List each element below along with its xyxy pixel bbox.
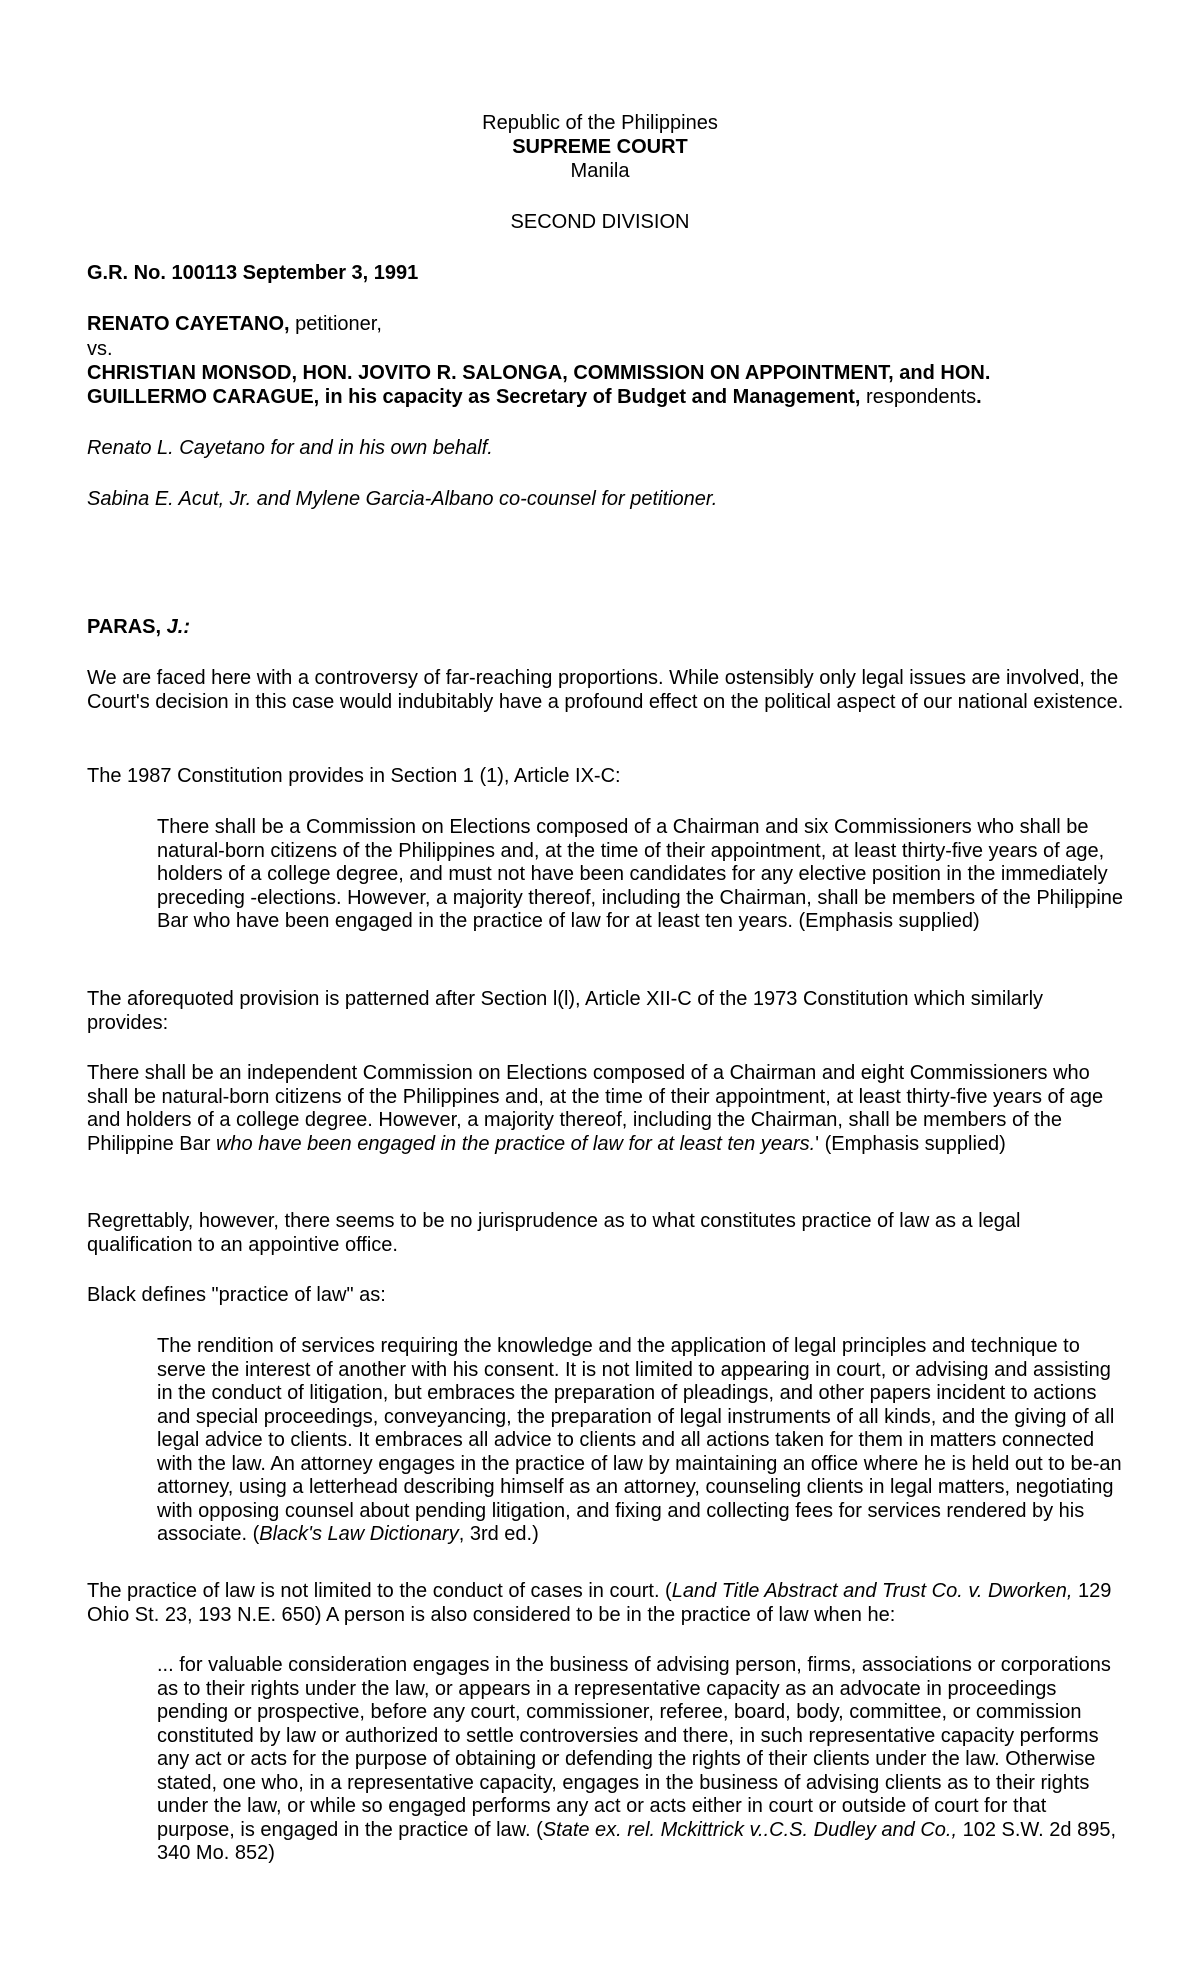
gr-number: G.R. No. 100113 September 3, 1991 [87, 262, 419, 284]
counsel-2: Sabina E. Acut, Jr. and Mylene Garcia-Albano co-counsel for petitioner. [87, 488, 718, 510]
respondents-line [87, 362, 1097, 409]
respondents-period: . [976, 385, 982, 408]
counsel-line-2 [87, 488, 1127, 512]
quote-1987-constitution: There shall be a Commission on Elections composed of a Chairman and six Commissioners who shall be natural-born citizens of the Philippines and, at the time of their appointment, at least thirty-five years of age, holders of a college degree, and must not have been candidates for any elective position in the immediately preceding -elections. However, a majority thereof, including the Chairman, shall be members of the Philippine Bar who have been engaged in the practice of law for at least ten years. (Emphasis supplied) [157, 816, 1124, 932]
petitioner-line [87, 313, 1127, 337]
paragraph-7: The practice of law is not limited to the conduct of cases in court. (Land Title Abstract and Trust Co. v. Dworken, 129 Ohio St. 23, 193 N.E. 650) A person is also considered to be in the practice of law when he: [87, 1580, 1112, 1626]
quote-blacks-definition: The rendition of services requiring the knowledge and the application of legal principles and technique to serve the interest of another with his consent. It is not limited to appearing in court, or advising and assisting in the conduct of litigation, but embraces the preparation of pleadings, and other papers incident to actions and special proceedings, conveyancing, the preparation of legal instruments of all kinds, and the giving of all legal advice to clients. It embraces all advice to clients and all actions taken for them in matters connected with the law. An attorney engages in the practice of law by maintaining an office where he is held out to be-an attorney, using a letterhead describing himself as an attorney, counseling clients in legal matters, negotiating with opposing counsel about pending litigation, and fixing and collecting fees for services rendered by his associate. (Black's Law Dictionary, 3rd ed.) [157, 1335, 1122, 1545]
quote-1973-constitution: There shall be an independent Commission on Elections composed of a Chairman and eight Commissioners who shall be natural-born citizens of the Philippines and, at the time of their appointment, at least thirty-five years of age and holders of a college degree. However, a majority thereof, including the Chairman, shall be members of the Philippine Bar who have been engaged in the practice of law for at least ten years.' (Emphasis supplied) [87, 1062, 1104, 1155]
petitioner-name: RENATO CAYETANO, [87, 313, 290, 335]
paragraph-3: The aforequoted provision is patterned after Section l(l), Article XII-C of the 1973 Constitution which similarly provides: [87, 988, 1044, 1034]
emphasized-phrase: who have been engaged in the practice of law for at least ten years. [215, 1132, 816, 1155]
paragraph-6: Black defines "practice of law" as: [87, 1284, 386, 1306]
header-division: SECOND DIVISION [510, 211, 690, 233]
case-number [87, 262, 1127, 286]
paragraph-2: The 1987 Constitution provides in Section 1 (1), Article IX-C: [87, 765, 621, 787]
paragraph-5: Regrettably, however, there seems to be no jurisprudence as to what constitutes practice of law as a legal qualification to an appointive office. [87, 1210, 1021, 1256]
quote-state-ex-rel: ... for valuable consideration engages in the business of advising person, firms, associations or corporations as to their rights under the law, or appears in a representative capacity as an advocate in proceedings pending or prospective, before any court, commissioner, referee, board, body, committee, or commission constituted by law or authorized to settle controversies and there, in such representative capacity performs any act or acts for the purpose of obtaining or defending the rights of their clients under the law. Otherwise stated, one who, in a representative capacity, engages in the business of advising clients as to their rights under the law, or while so engaged performs any act or acts either in court or outside of court for that purpose, is engaged in the practice of law. (State ex. rel. Mckittrick v..C.S. Dudley and Co., 102 S.W. 2d 895, 340 Mo. 852) [157, 1654, 1117, 1864]
header-city: Manila [570, 160, 630, 182]
versus: vs. [87, 338, 113, 360]
blacks-law-dictionary: Black's Law Dictionary [259, 1523, 459, 1545]
paragraph-1: We are faced here with a controversy of far-reaching proportions. While ostensibly only legal issues are involved, the Court's decision in this case would indubitably have a profound effect on the political aspect of our national existence. [87, 667, 1124, 713]
header-court [0, 136, 1200, 160]
counsel-line-1 [87, 437, 1127, 461]
author-title: J.: [161, 616, 190, 638]
opinion-author [87, 616, 1127, 640]
header-republic: Republic of the Philippines [482, 112, 718, 134]
counsel-1: Renato L. Cayetano for and in his own behalf. [87, 437, 493, 459]
respondents-names: CHRISTIAN MONSOD, HON. JOVITO R. SALONGA, COMMISSION ON APPOINTMENT, and HON. GUILLERMO CARAGUE, in his capacity as Secretary of Budget and Management, [87, 362, 991, 408]
court-name: SUPREME COURT [512, 136, 688, 158]
case-citation-land-title: Land Title Abstract and Trust Co. v. Dworken, [671, 1580, 1073, 1602]
petitioner-role: petitioner, [289, 313, 382, 335]
case-citation-mckittrick: State ex. rel. Mckittrick v..C.S. Dudley and Co., [542, 1818, 958, 1841]
author-name: PARAS, [87, 616, 162, 638]
respondents-role: respondents [860, 385, 977, 408]
